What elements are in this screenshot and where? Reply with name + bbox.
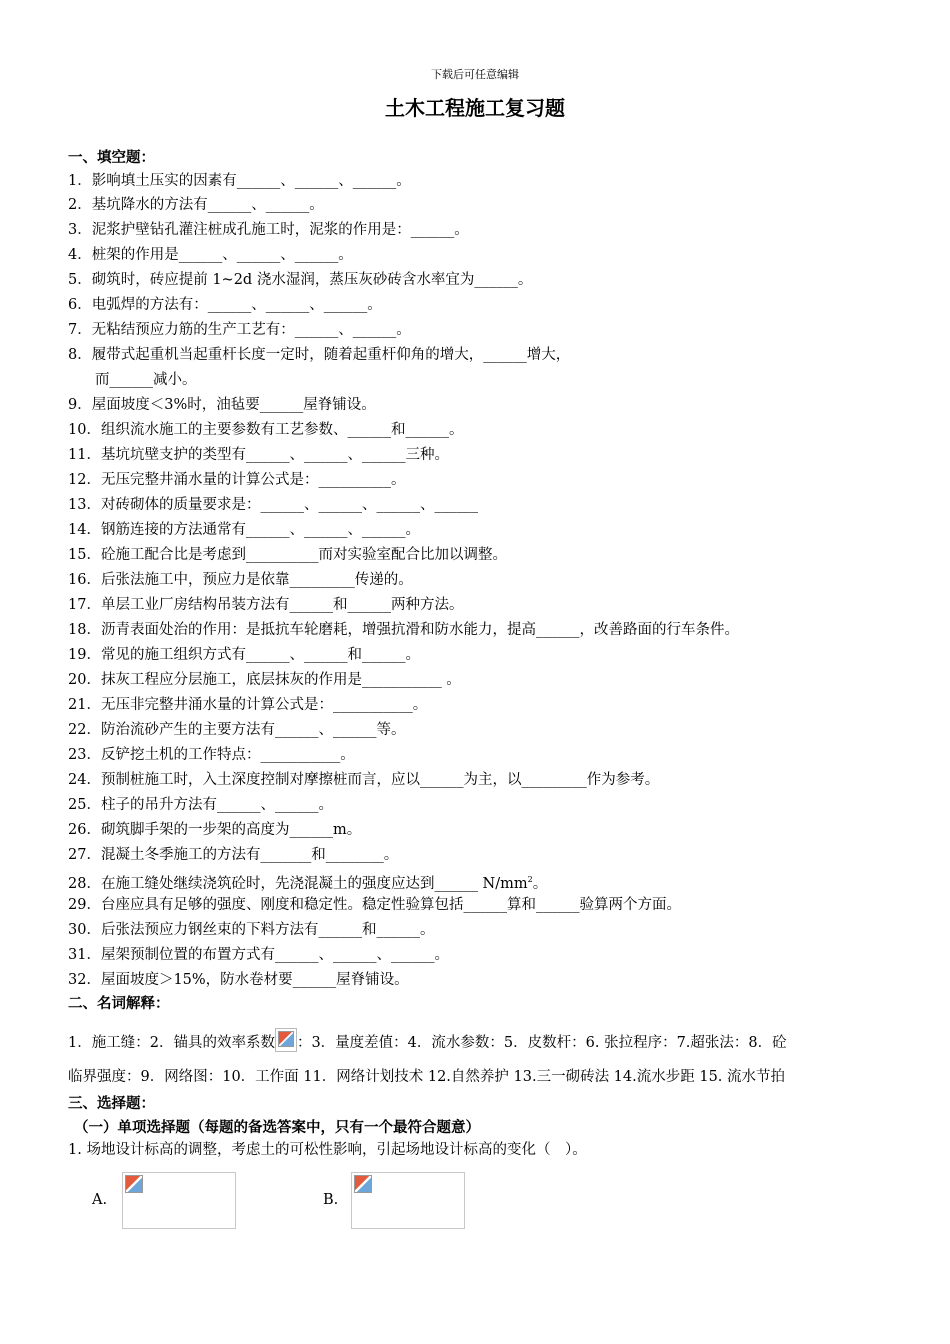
fill-question-text: 4．桩架的作用是______、______、______。	[68, 247, 353, 263]
fill-question	[68, 795, 333, 815]
option-a-image	[122, 1172, 236, 1229]
fill-question-text: 7．无粘结预应力筋的生产工艺有：______、______。	[68, 322, 411, 338]
section-fill-in-title: 一、填空题：	[68, 150, 155, 166]
fill-question-text: 14．钢筋连接的方法通常有______、______、______。	[68, 522, 420, 538]
fill-question-text: 26．砌筑脚手架的一步架的高度为______m。	[68, 822, 362, 838]
fill-question	[68, 395, 376, 415]
fill-question-text: 25．柱子的吊升方法有______、______。	[68, 797, 333, 813]
terms-line-1	[68, 1028, 888, 1053]
fill-question	[68, 720, 405, 740]
fill-question-text: 9．屋面坡度＜3%时，油毡要______屋脊铺设。	[68, 397, 376, 413]
section-choice-title: 三、选择题：	[68, 1096, 155, 1112]
fill-question	[68, 420, 463, 440]
fill-question	[68, 745, 355, 765]
fill-question	[68, 970, 409, 990]
fill-question-text: 15．砼施工配合比是考虑到__________而对实验室配合比加以调整。	[68, 547, 507, 563]
fill-question	[68, 270, 532, 290]
fill-question	[68, 245, 353, 265]
fill-question-text: 12．无压完整井涌水量的计算公式是：__________。	[68, 472, 406, 488]
fill-question-text: 20．抹灰工程应分层施工，底层抹灰的作用是___________ 。	[68, 672, 461, 688]
fill-question-text: 23．反铲挖土机的工作特点：___________。	[68, 747, 355, 763]
fill-question	[68, 495, 478, 515]
fill-question-text: 6．电弧焊的方法有：______、______、______。	[68, 297, 382, 313]
fill-question	[68, 695, 427, 715]
fill-question-text: 16．后张法施工中，预应力是依靠_________传递的。	[68, 572, 413, 588]
fill-question	[68, 195, 324, 215]
option-b-label: B.	[323, 1192, 339, 1208]
subsection-single-choice-title: （一）单项选择题（每题的备选答案中，只有一个最符合题意）	[74, 1120, 480, 1136]
terms-line-1-a: 1．施工缝：2．锚具的效率系数	[68, 1035, 275, 1051]
fill-question-text: 19．常见的施工组织方式有______、______和______。	[68, 647, 420, 663]
fill-question-text: 10．组织流水施工的主要参数有工艺参数、______和______。	[68, 422, 464, 438]
fill-question	[68, 470, 405, 490]
fill-question	[68, 945, 449, 965]
fill-question	[68, 220, 469, 240]
terms-line-1-b: ：3．量度差值：4．流水参数：5．皮数杆：6. 张拉程序：7.超张法：8．砼	[296, 1035, 787, 1051]
unit-superscript: 2	[527, 875, 533, 884]
fill-question-text: 11．基坑坑壁支护的类型有______、______、______三种。	[68, 447, 449, 463]
section-terms-title: 二、名词解释：	[68, 996, 170, 1012]
fill-question	[68, 920, 434, 940]
fill-question	[68, 845, 398, 865]
option-a-label: A.	[92, 1192, 108, 1208]
fill-question-text: 32．屋面坡度＞15%，防水卷材要______屋脊铺设。	[68, 972, 409, 988]
choice-question-1: 1. 场地设计标高的调整，考虑土的可松性影响，引起场地设计标高的变化（ ）。	[68, 1142, 587, 1158]
fill-question-text: 18．沥青表面处治的作用：是抵抗车轮磨耗，增强抗滑和防水能力，提高______，改善路面的行车条件。	[68, 622, 739, 638]
q8-continuation: 而______减小。	[95, 372, 197, 388]
fill-question-text: 8．履带式起重机当起重杆长度一定时，随着起重杆仰角的增大，______增大，	[68, 347, 571, 363]
fill-question-text: 27．混凝土冬季施工的方法有_______和________。	[68, 847, 399, 863]
terms-line-2: 临界强度：9．网络图：10．工作面 11．网络计划技术 12.自然养护 13.三一砌砖法 14.流水步距 15. 流水节拍	[68, 1069, 786, 1085]
fill-question	[68, 520, 420, 540]
fill-question	[68, 770, 659, 790]
fill-question-text: 30．后张法预应力钢丝束的下料方法有______和______。	[68, 922, 435, 938]
fill-question	[68, 545, 507, 565]
fill-question-text: 1．影响填土压实的因素有______、______、______。	[68, 173, 411, 189]
fill-question-text: 5．砌筑时，砖应提前 1~2d 浇水湿润，蒸压灰砂砖含水率宜为______。	[68, 272, 533, 288]
page-title: 土木工程施工复习题	[385, 96, 565, 120]
fill-question-text: 17．单层工业厂房结构吊装方法有______和______两种方法。	[68, 597, 464, 613]
fill-question-text: 3．泥浆护壁钻孔灌注桩成孔施工时，泥浆的作用是：______。	[68, 222, 469, 238]
fill-question-text: 13．对砖砌体的质量要求是：______、______、______、______	[68, 497, 478, 513]
fill-question-text: 21．无压非完整井涌水量的计算公式是：___________。	[68, 697, 428, 713]
fill-question	[68, 895, 681, 915]
fill-question	[68, 320, 411, 340]
fill-question-text: 22．防治流砂产生的主要方法有______、______等。	[68, 722, 406, 738]
fill-question	[68, 870, 547, 894]
fill-question	[68, 820, 361, 840]
broken-image-icon	[125, 1175, 143, 1193]
fill-question	[68, 670, 461, 690]
fill-question	[68, 445, 449, 465]
fill-question	[68, 171, 411, 191]
fill-question	[68, 345, 570, 365]
fill-question-text: 29．台座应具有足够的强度、刚度和稳定性。稳定性验算包括______算和______验算两个方面。	[68, 897, 681, 913]
fill-question-text: 28．在施工缝处继续浇筑砼时，先浇混凝土的强度应达到______ N/mm	[68, 875, 528, 892]
formula-image-icon	[275, 1028, 297, 1052]
fill-question	[68, 570, 413, 590]
fill-question	[68, 295, 382, 315]
header-note: 下载后可任意编辑	[431, 68, 519, 81]
fill-question-tail: 。	[532, 875, 548, 892]
fill-question-text: 2．基坑降水的方法有______、______。	[68, 197, 324, 213]
fill-question-text: 24．预制桩施工时，入土深度控制对摩擦桩而言，应以______为主，以_________作为参考。	[68, 772, 660, 788]
fill-question	[68, 620, 739, 640]
fill-question	[68, 595, 463, 615]
option-b-image	[351, 1172, 465, 1229]
fill-question-text: 31．屋架预制位置的布置方式有______、______、______。	[68, 947, 449, 963]
broken-image-icon	[354, 1175, 372, 1193]
fill-question	[68, 645, 420, 665]
